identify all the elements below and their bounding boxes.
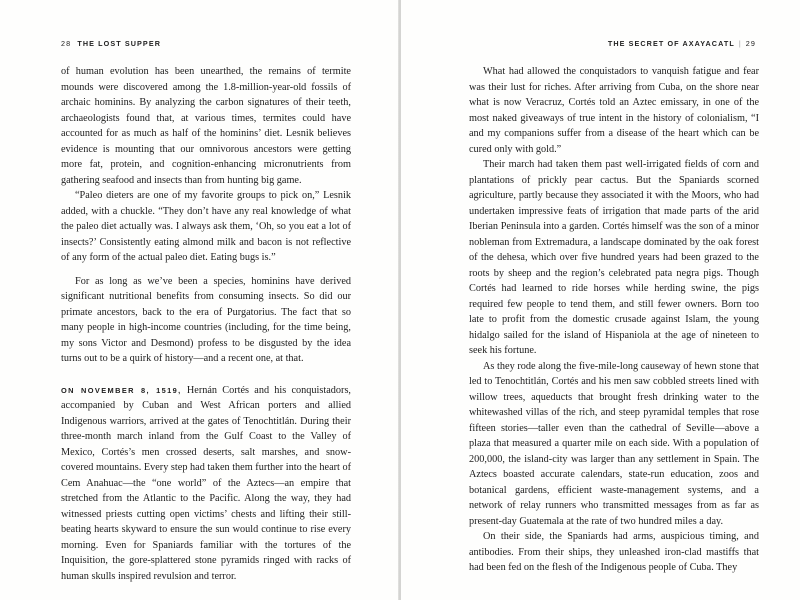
right-page-number: 29 bbox=[745, 39, 756, 48]
section-text: Hernán Cortés and his conquistadors, accompanied by Cuban and West African porters and allied Indigenous warriors, arrived at the gates of Tenochtitlán. During their three-month march inland from the Gulf Coast to the Valley of Mexico, Cortés’s men crossed deserts, salt marshes, and snow-covered mountains. Every step had taken them further into the heart of Cem Anahuac—the “one world” of the Aztecs—an empire that stretched from the Atlantic to the Pacific. Along the way, they had witnessed priests cutting open victims’ chests and lifting their still-beating hearts skyward to ensure the sun would continue to rise every morning. Even for Spaniards familiar with the tortures of the Inquisition, the gore-splattered stone pyramids ringed with racks of human skulls inspired revulsion and terror. bbox=[61, 384, 351, 582]
paragraph: As they rode along the five-mile-long causeway of hewn stone that led to Tenochtitlán, Cortés and his men saw cobbled streets lined with willow trees, aqueducts that brought fresh drinking water to the whitewashed villas of the rich, and steep pyramidal temples that rose fifteen stories—taller even than the cathedral of Seville—above a plaza that measured a quarter mile on each side. With a population of 200,000, the island-city was larger than any settlement in Spain. The Aztecs boasted accurate calendars, state-run education, zoos and botanical gardens, efficient waste-management systems, and a network of relay runners who transmitted messages from as far as present-day Guatemala at the rate of two hundred miles a day. bbox=[469, 360, 759, 527]
paragraph: of human evolution has been unearthed, the remains of termite mounds were discovered among the 1.8-million-year-old fossils of archaic hominins. By analyzing the carbon signatures of their teeth, archaeologists found that, at various times, termites could have accounted for as much as half of the hominins’ diet. Lesnik believes evidence is mounting that our omnivorous ancestors were getting more fat, protein, and cognition-enhancing micronutrients from gathering seafood and insects than from hunting big game. bbox=[61, 66, 351, 186]
right-running-header: THE SECRET OF AXAYACATL | 29 bbox=[607, 39, 756, 48]
left-running-title: THE LOST SUPPER bbox=[77, 39, 161, 48]
left-page-number: 28 bbox=[61, 39, 72, 48]
left-page bbox=[0, 0, 399, 600]
section-lead-in: ON NOVEMBER 8, 1519, bbox=[61, 385, 182, 395]
right-running-title: THE SECRET OF AXAYACATL bbox=[607, 39, 735, 48]
right-page-text bbox=[469, 64, 759, 576]
section-opening-paragraph bbox=[61, 383, 351, 585]
paragraph: Their march had taken them past well-irrigated fields of corn and plantations of prickly pear cactus. But the Spaniards scorned agriculture, partly because they associated it with the Moors, who had undertaken impressive feats of irrigation that made parts of the arid Iberian Peninsula into a garden. Cortés himself was the son of a minor nobleman from Extremadura, a landscape dominated by the oak forest of the dehesa, which over five hundred years had been grazed to the roots by sheep and the region’s celebrated pata negra pigs. Though Cortés had learned to ride horses while herding swine, the pigs required few people to tend them, and still fewer owners. Born too late to profit from the domestic crusade against Islam, the young hidalgo sailed for the island of Hispaniola at the age of nineteen to seek his fortune. bbox=[469, 159, 759, 356]
paragraph: What had allowed the conquistadors to vanquish fatigue and fear was their lust for riches. After arriving from Cuba, on the shore near what is now Veracruz, Cortés told an Aztec emissary, in one of the most naked giveaways of true intent in the history of colonialism, “I and my companions suffer from a disease of the heart which can be cured only with gold.” bbox=[469, 66, 759, 155]
paragraph: On their side, the Spaniards had arms, auspicious timing, and antibodies. From their ships, they unleashed iron-clad mastiffs that had been fed on the flesh of the Indigenous people of Cuba. They bbox=[469, 531, 759, 573]
paragraph: “Paleo dieters are one of my favorite groups to pick on,” Lesnik added, with a chuckle. “They don’t have any real knowledge of what the paleo diet actually was. I always ask them, ‘Oh, so you eat a lot of insects?’ Consistently eating almond milk and bacon is not reflective of any form of the actual paleo diet. Eating bugs is.” bbox=[61, 190, 351, 263]
paragraph: For as long as we’ve been a species, hominins have derived significant nutritional benefits from consuming insects. So did our primate ancestors, back to the era of Purgatorius. The fact that so many people in high-income countries (including, for the time being, my sons Victor and Desmond) profess to be disgusted by the idea turns out to be a quirk of history—and a recent one, at that. bbox=[61, 275, 351, 364]
left-running-header bbox=[61, 39, 161, 48]
left-page-text bbox=[61, 64, 351, 584]
right-page bbox=[401, 0, 800, 600]
